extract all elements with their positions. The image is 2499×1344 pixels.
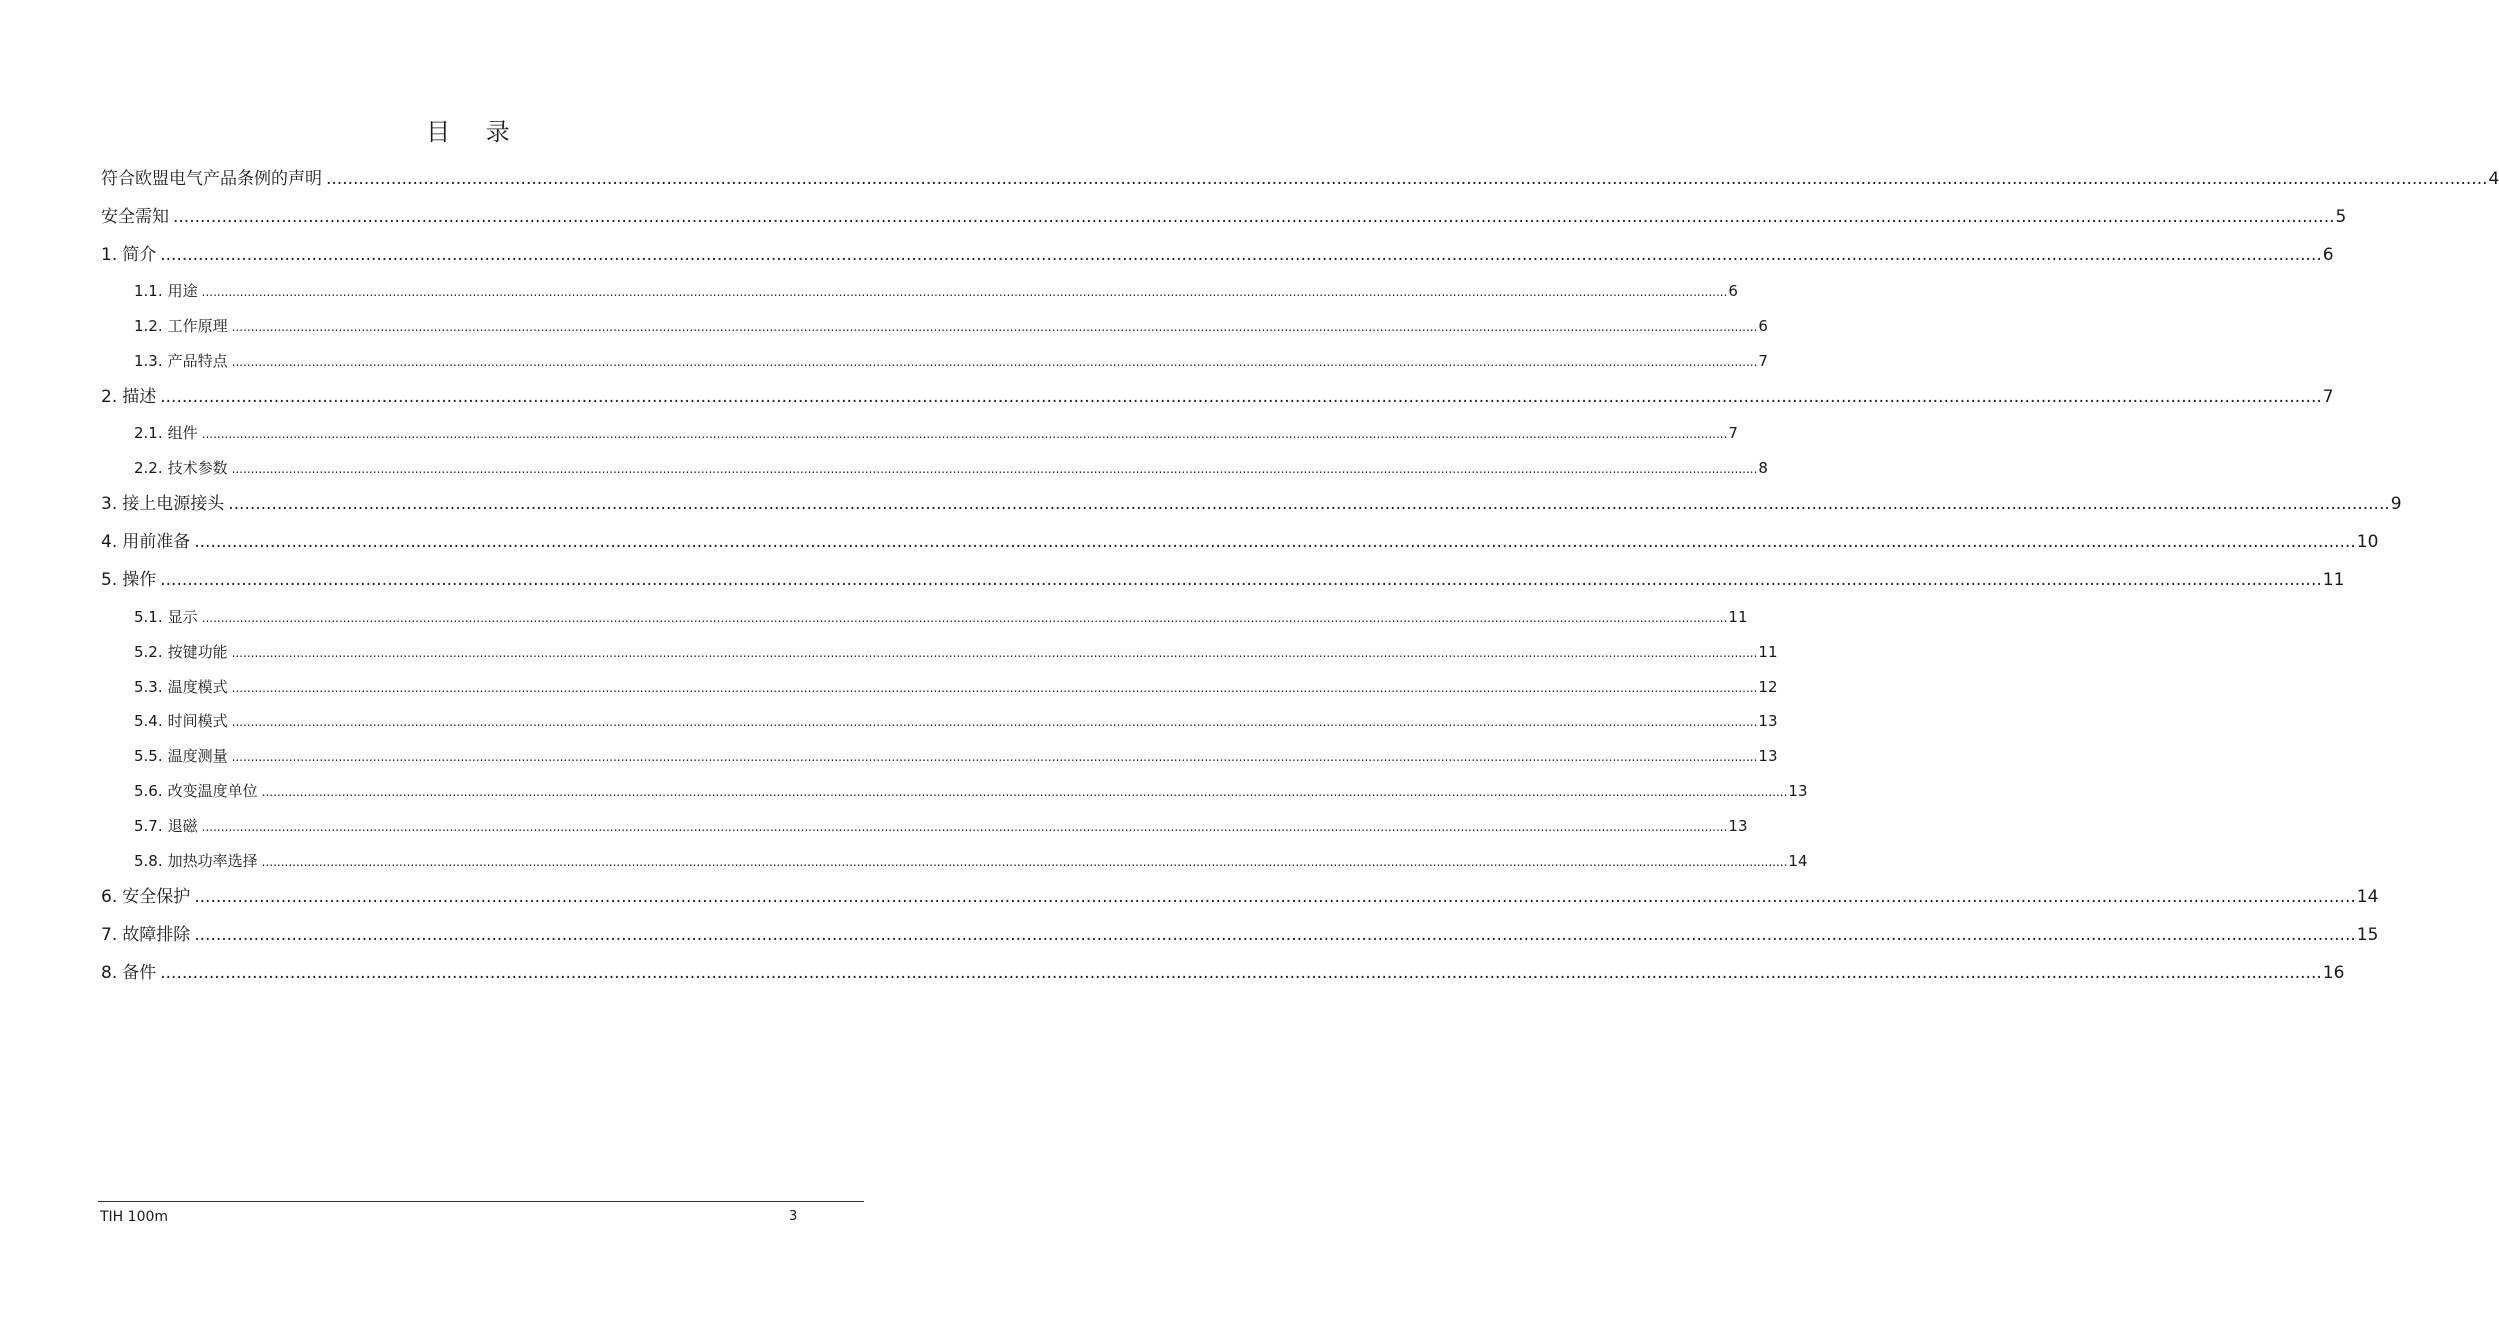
toc-page-number: 13 [1728, 817, 1748, 835]
toc-page-number: 11 [2322, 570, 2345, 590]
dot-leader: ................................................................................................................................................................................................................................................................................................................................................................................................................ [201, 427, 1728, 441]
toc-entry-text: 改变温度单位 [167, 782, 258, 800]
footer-page-number: 3 [789, 1209, 798, 1224]
toc-entry-5-2[interactable] [134, 642, 1778, 663]
dot-leader: ................................................................................................................................................................................................................................................................................................................................................................................................................ [261, 785, 1788, 799]
toc-entry-8[interactable] [101, 961, 2345, 985]
toc-entry-1-1[interactable] [134, 281, 1738, 302]
dot-leader: ................................................................................................................................................................................................................................................................................................................................................................................................................ [231, 646, 1758, 660]
toc-entry-text: 退磁 [167, 817, 198, 835]
toc-entry-4[interactable] [101, 530, 2379, 554]
toc-entry-number: 5.7. [134, 817, 163, 835]
toc-entry-5-4[interactable] [134, 711, 1778, 732]
toc-entry-text: 安全需知 [101, 207, 169, 227]
dot-leader: ................................................................................................................................................................................................................................................................................................................................................................................................................ [231, 715, 1758, 729]
toc-entry-number: 1.3. [134, 352, 163, 370]
toc-page-number: 10 [2356, 532, 2379, 552]
toc-entry-number: 8. [101, 963, 118, 983]
toc-entry-text: 组件 [167, 424, 198, 442]
toc-entry-text: 温度模式 [167, 678, 228, 696]
toc-entry-1[interactable] [101, 243, 2334, 267]
toc-entry-number: 5.4. [134, 712, 163, 730]
toc-page-number: 7 [1728, 424, 1738, 442]
toc-entry-text: 时间模式 [167, 712, 228, 730]
dot-leader: ................................................................................................................................................................................................................................................................................................................................................................................................................ [231, 750, 1758, 764]
toc-entry-text: 产品特点 [167, 352, 228, 370]
toc-title: 目 录 [426, 118, 524, 146]
toc-entry-1-2[interactable] [134, 316, 1768, 337]
toc-entry-text: 备件 [122, 963, 157, 983]
toc-entry-number: 2.2. [134, 459, 163, 477]
dot-leader: ................................................................................................................................................................................................................................................................................................................................................................................................................ [160, 387, 2322, 407]
dot-leader: ................................................................................................................................................................................................................................................................................................................................................................................................................ [160, 963, 2322, 983]
toc-page-number: 9 [2390, 494, 2402, 514]
toc-entry-number: 1.2. [134, 317, 163, 335]
toc-entry-text: 故障排除 [122, 925, 191, 945]
dot-leader: ................................................................................................................................................................................................................................................................................................................................................................................................................ [194, 532, 2356, 552]
toc-entry-number: 5.8. [134, 852, 163, 870]
toc-entry-text: 安全保护 [122, 887, 191, 907]
footer-product-name: TIH 100m [100, 1209, 169, 1225]
toc-entry-text: 用途 [167, 282, 198, 300]
toc-entry-text: 温度测量 [167, 747, 228, 765]
toc-page-number: 4 [2488, 169, 2499, 189]
dot-leader: ................................................................................................................................................................................................................................................................................................................................................................................................................ [160, 570, 2322, 590]
toc-entry-text: 简介 [122, 245, 157, 265]
dot-leader: ................................................................................................................................................................................................................................................................................................................................................................................................................ [173, 207, 2335, 227]
toc-page-number: 14 [1788, 852, 1808, 870]
toc-entry-number: 3. [101, 494, 118, 514]
toc-page-number: 5 [2335, 207, 2347, 227]
toc-entry-5-5[interactable] [134, 746, 1778, 767]
toc-entry-text: 加热功率选择 [167, 852, 258, 870]
dot-leader: ................................................................................................................................................................................................................................................................................................................................................................................................................ [194, 925, 2356, 945]
toc-entry-number: 5. [101, 570, 118, 590]
toc-entry-text: 用前准备 [122, 532, 191, 552]
toc-entry-5-1[interactable] [134, 607, 1748, 628]
toc-entry-number: 1.1. [134, 282, 163, 300]
dot-leader: ................................................................................................................................................................................................................................................................................................................................................................................................................ [326, 169, 2488, 189]
toc-entry-3[interactable] [101, 492, 2402, 516]
toc-entry-5-3[interactable] [134, 677, 1778, 698]
toc-entry-number: 5.1. [134, 608, 163, 626]
toc-page-number: 8 [1758, 459, 1768, 477]
toc-entry-text: 技术参数 [167, 459, 228, 477]
toc-entry-number: 1. [101, 245, 118, 265]
footer-divider [98, 1201, 864, 1202]
toc-entry-number: 5.3. [134, 678, 163, 696]
toc-page-number: 13 [1788, 782, 1808, 800]
toc-entry-text: 按键功能 [167, 643, 228, 661]
toc-entry-number: 5.6. [134, 782, 163, 800]
toc-page-number: 13 [1758, 712, 1778, 730]
dot-leader: ................................................................................................................................................................................................................................................................................................................................................................................................................ [231, 355, 1758, 369]
toc-entry-5-7[interactable] [134, 816, 1748, 837]
toc-entry-number: 5.2. [134, 643, 163, 661]
toc-entry-2[interactable] [101, 385, 2334, 409]
dot-leader: ................................................................................................................................................................................................................................................................................................................................................................................................................ [231, 320, 1758, 334]
dot-leader: ................................................................................................................................................................................................................................................................................................................................................................................................................ [231, 681, 1758, 695]
toc-page-number: 7 [2322, 387, 2334, 407]
toc-entry-number: 4. [101, 532, 118, 552]
toc-entry-2-1[interactable] [134, 423, 1738, 444]
toc-entry-number: 7. [101, 925, 118, 945]
toc-entry-text: 操作 [122, 570, 157, 590]
toc-entry-6[interactable] [101, 885, 2379, 909]
dot-leader: ................................................................................................................................................................................................................................................................................................................................................................................................................ [201, 285, 1728, 299]
toc-entry-number: 2.1. [134, 424, 163, 442]
dot-leader: ................................................................................................................................................................................................................................................................................................................................................................................................................ [201, 820, 1728, 834]
toc-entry-2-2[interactable] [134, 458, 1768, 479]
toc-page-number: 12 [1758, 678, 1778, 696]
dot-leader: ................................................................................................................................................................................................................................................................................................................................................................................................................ [194, 887, 2356, 907]
toc-entry-1-3[interactable] [134, 351, 1768, 372]
toc-page-number: 6 [2322, 245, 2334, 265]
toc-page-number: 16 [2322, 963, 2345, 983]
toc-page-number: 6 [1758, 317, 1768, 335]
toc-entry-number: 5.5. [134, 747, 163, 765]
toc-page-number: 7 [1758, 352, 1768, 370]
toc-entry-text: 工作原理 [167, 317, 228, 335]
toc-page-number: 11 [1728, 608, 1748, 626]
toc-entry-text: 符合欧盟电气产品条例的声明 [101, 169, 322, 189]
toc-entry-safety[interactable] [101, 205, 2347, 229]
toc-entry-declaration[interactable] [101, 167, 2499, 191]
toc-page-number: 11 [1758, 643, 1778, 661]
dot-leader: ................................................................................................................................................................................................................................................................................................................................................................................................................ [201, 611, 1728, 625]
toc-page-number: 13 [1758, 747, 1778, 765]
toc-entry-5-8[interactable] [134, 851, 1808, 872]
toc-entry-5[interactable] [101, 568, 2345, 592]
toc-entry-number: 2. [101, 387, 118, 407]
dot-leader: ................................................................................................................................................................................................................................................................................................................................................................................................................ [231, 462, 1758, 476]
toc-entry-text: 显示 [167, 608, 198, 626]
toc-entry-number: 6. [101, 887, 118, 907]
dot-leader: ................................................................................................................................................................................................................................................................................................................................................................................................................ [261, 855, 1788, 869]
toc-page-number: 14 [2356, 887, 2379, 907]
toc-page-number: 15 [2356, 925, 2379, 945]
toc-entry-5-6[interactable] [134, 781, 1808, 802]
dot-leader: ................................................................................................................................................................................................................................................................................................................................................................................................................ [160, 245, 2322, 265]
toc-page-number: 6 [1728, 282, 1738, 300]
toc-entry-text: 描述 [122, 387, 157, 407]
dot-leader: ................................................................................................................................................................................................................................................................................................................................................................................................................ [228, 494, 2390, 514]
toc-entry-text: 接上电源接头 [122, 494, 225, 514]
toc-entry-7[interactable] [101, 923, 2379, 947]
